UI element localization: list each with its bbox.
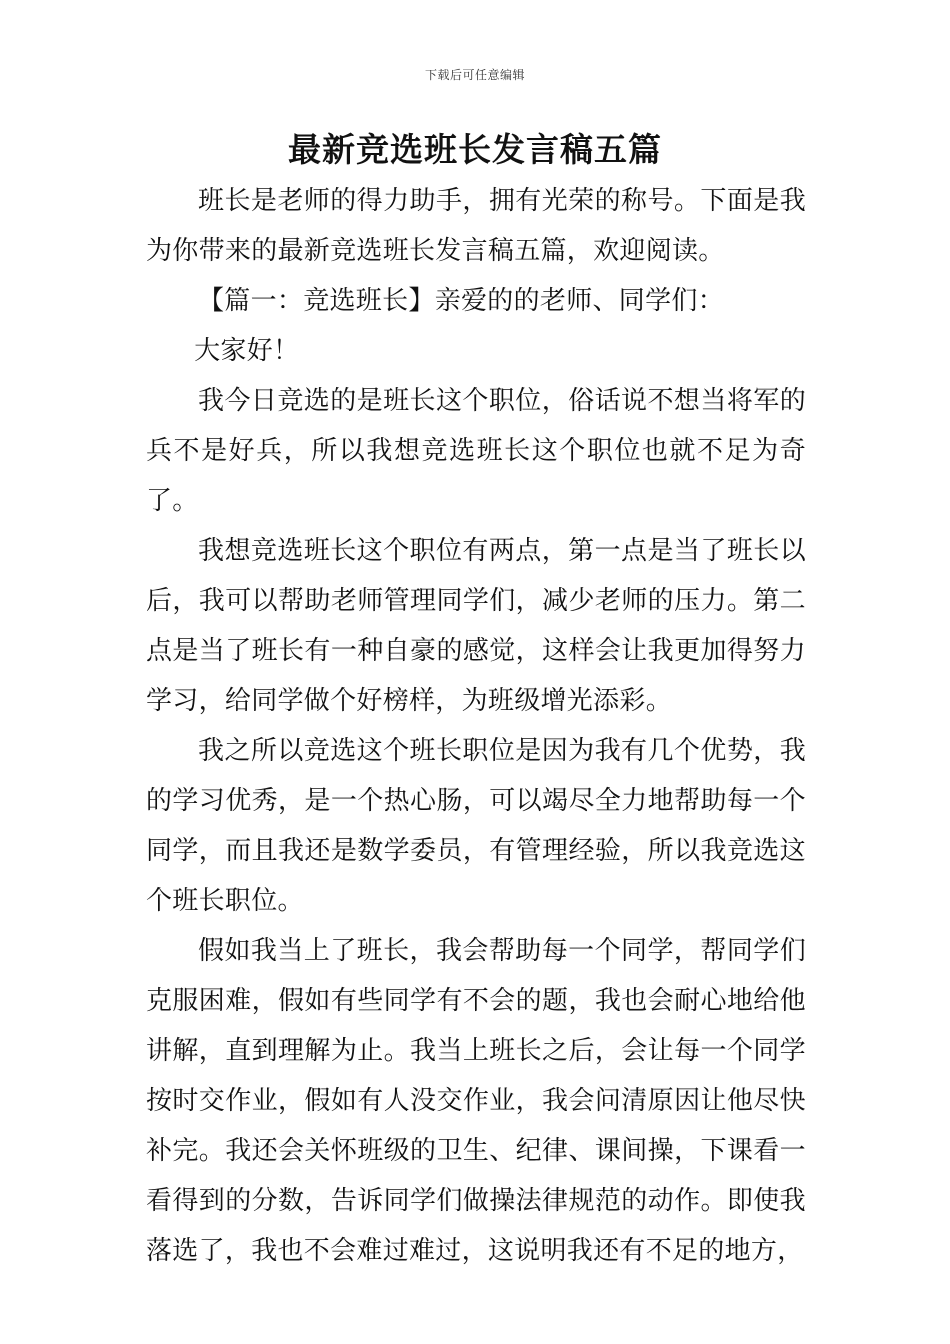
body-paragraph: 我之所以竞选这个班长职位是因为我有几个优势，我的学习优秀，是一个热心肠，可以竭尽全力地帮助每一个同学，而且我还是数学委员，有管理经验，所以我竞选这个班长职位。 bbox=[146, 736, 806, 916]
greeting-paragraph: 大家好！ bbox=[194, 336, 300, 366]
document-title: 最新竞选班长发言稿五篇 bbox=[288, 130, 662, 169]
section-heading-paragraph: 【篇一：竞选班长】亲爱的的老师、同学们： bbox=[198, 286, 725, 316]
body-paragraph: 我想竞选班长这个职位有两点，第一点是当了班长以后，我可以帮助老师管理同学们，减少老师的压力。第二点是当了班长有一种自豪的感觉，这样会让我更加得努力学习，给同学做个好榜样，为班级增光添彩。 bbox=[146, 536, 806, 716]
document-body bbox=[146, 176, 806, 1276]
body-paragraph: 我今日竞选的是班长这个职位，俗话说不想当将军的兵不是好兵，所以我想竞选班长这个职位也就不足为奇了。 bbox=[146, 386, 806, 516]
body-paragraph: 假如我当上了班长，我会帮助每一个同学，帮同学们克服困难，假如有些同学有不会的题，我也会耐心地给他讲解，直到理解为止。我当上班长之后，会让每一个同学按时交作业，假如有人没交作业，我会问清原因让他尽快补完。我还会关怀班级的卫生、纪律、课间操，下课看一看得到的分数，告诉同学们做操法律规范的动作。即使我落选了，我也不会难过难过，这说明我还有不足的地方， bbox=[146, 936, 806, 1266]
header-note: 下载后可任意编辑 bbox=[424, 68, 525, 82]
intro-paragraph: 班长是老师的得力助手，拥有光荣的称号。下面是我为你带来的最新竞选班长发言稿五篇，欢迎阅读。 bbox=[146, 186, 806, 266]
